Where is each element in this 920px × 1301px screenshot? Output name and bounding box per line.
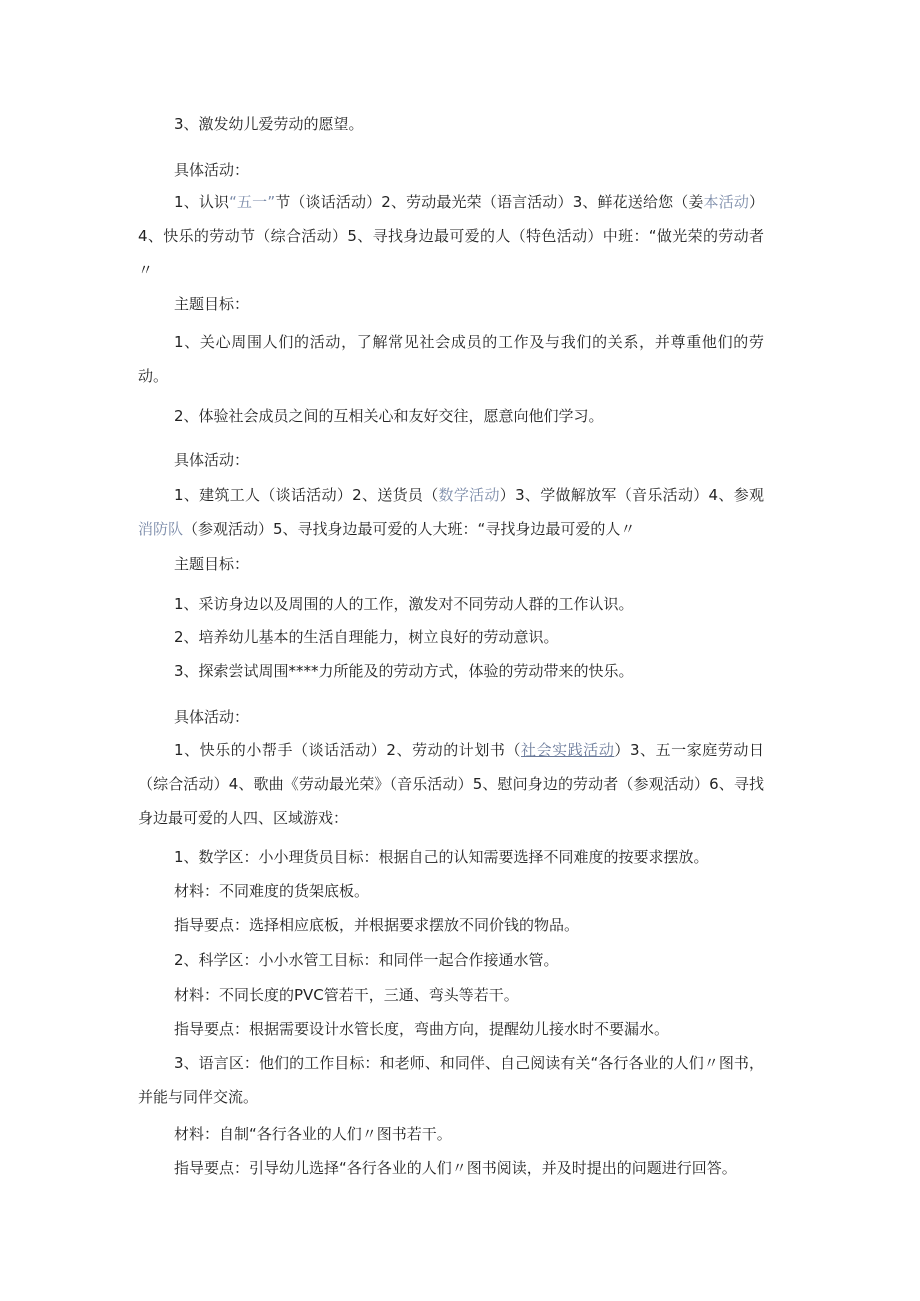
para-p12 [138, 654, 764, 688]
para-p21 [138, 1046, 764, 1114]
para-p8 [138, 478, 764, 546]
para-p4 [138, 287, 764, 321]
text-run: 3、语言区：他们的工作目标：和老师、和同伴、自己阅读有关“各行各业的人们〃图书，并能与同伴交流。 [138, 1054, 764, 1106]
para-p11 [138, 620, 764, 654]
para-p13 [138, 700, 764, 734]
para-p2 [138, 153, 764, 187]
text-run: 主题目标： [174, 555, 250, 573]
text-run: 1、采访身边以及周围的人的工作，激发对不同劳动人群的工作认识。 [174, 595, 634, 613]
text-run: 3、激发幼儿爱劳动的愿望。 [174, 115, 364, 133]
text-run: 1、认识 [174, 193, 230, 211]
inline-link[interactable]: 本活动 [703, 193, 749, 211]
inline-link[interactable]: “五一” [229, 193, 276, 211]
para-p16 [138, 874, 764, 908]
text-run: 具体活动： [174, 451, 250, 469]
para-p6 [138, 399, 764, 433]
text-run: 1、数学区：小小理货员目标：根据自己的认知需要选择不同难度的按要求摆放。 [174, 848, 709, 866]
inline-link[interactable]: 社会实践活动 [521, 741, 615, 759]
text-run: 1、快乐的小帮手（谈话活动）2、劳动的计划书（ [174, 741, 522, 759]
text-run: 2、科学区：小小水管工目标：和同伴一起合作接通水管。 [174, 951, 559, 969]
para-p19 [138, 978, 764, 1012]
text-run: 2、培养幼儿基本的生活自理能力，树立良好的劳动意识。 [174, 628, 559, 646]
text-run: 具体活动： [174, 708, 250, 726]
text-run: 主题目标： [174, 295, 250, 313]
text-run: ）3、学做解放军（音乐活动）4、参观 [499, 486, 764, 504]
para-p23 [138, 1151, 764, 1185]
text-run: 指导要点：根据需要设计水管长度，弯曲方向，提醒幼儿接水时不要漏水。 [174, 1020, 670, 1038]
text-run: 指导要点：引导幼儿选择“各行各业的人们〃图书阅读，并及时提出的问题进行回答。 [174, 1159, 737, 1177]
text-run: 2、体验社会成员之间的互相关心和友好交往，愿意向他们学习。 [174, 407, 604, 425]
para-p17 [138, 908, 764, 942]
text-run: ）3、五一家庭劳动日（综合活动）4、歌曲《劳动最光荣》（音乐活动）5、慰问身边的劳动者（参观活动）6、寻找身边最可爱的人四、区域游戏： [138, 741, 764, 827]
inline-link[interactable]: 数学活动 [438, 486, 500, 504]
para-p3 [138, 185, 764, 287]
text-run: 3、探索尝试周围****力所能及的劳动方式，体验的劳动带来的快乐。 [174, 662, 634, 680]
text-run: 指导要点：选择相应底板，并根据要求摆放不同价钱的物品。 [174, 916, 580, 934]
para-p7 [138, 443, 764, 477]
text-run: 具体活动： [174, 161, 250, 179]
text-run: 节（谈话活动）2、劳动最光荣（语言活动）3、鲜花送给您（姜 [275, 193, 704, 211]
para-p10 [138, 587, 764, 621]
text-run: ）4、快乐的劳动节（综合活动）5、寻找身边最可爱的人（特色活动）中班：“做光荣的劳动者〃 [138, 193, 764, 279]
para-p9 [138, 547, 764, 581]
para-p14 [138, 733, 764, 835]
text-run: 材料：自制“各行各业的人们〃图书若干。 [174, 1125, 452, 1143]
text-run: 材料：不同难度的货架底板。 [174, 882, 370, 900]
para-p5 [138, 325, 764, 393]
para-p18 [138, 943, 764, 977]
inline-link[interactable]: 消防队 [138, 520, 184, 538]
text-run: 1、建筑工人（谈话活动）2、送货员（ [174, 486, 439, 504]
para-p20 [138, 1012, 764, 1046]
text-run: （参观活动）5、寻找身边最可爱的人大班：“寻找身边最可爱的人〃 [183, 520, 636, 538]
para-p1 [138, 107, 764, 141]
text-run: 材料：不同长度的PVC管若干，三通、弯头等若干。 [174, 986, 519, 1004]
para-p22 [138, 1117, 764, 1151]
para-p15 [138, 840, 764, 874]
text-run: 1、关心周围人们的活动，了解常见社会成员的工作及与我们的关系，并尊重他们的劳动。 [138, 333, 764, 385]
